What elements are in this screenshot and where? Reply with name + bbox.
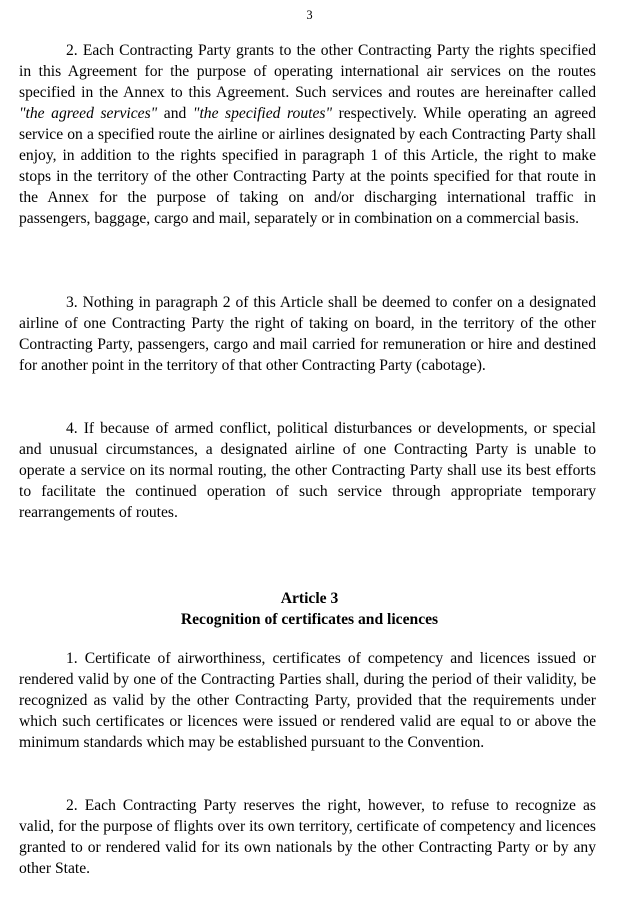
article-heading-title: Recognition of certificates and licences xyxy=(180,611,439,628)
article-heading-number: Article 3 xyxy=(280,590,339,607)
article3-paragraph-2: 2. Each Contracting Party reserves the right, however, to refuse to recognize as valid, for the purpose of flights over its own territory, certificate of competency and licences granted to or rendered valid for its own nationals by the other Contracting Party or by any other State. xyxy=(19,797,596,877)
page-number: 3 xyxy=(306,8,313,22)
article3-paragraph-1: 1. Certificate of airworthiness, certificates of competency and licences issued or rendered valid by one of the Contracting Parties shall, during the period of their validity, be recognized as valid by the other Contracting Party, provided that the requirements under which such certificates or licences were issued or rendered valid are equal to or above the minimum standards which may be established pursuant to the Convention. xyxy=(19,650,596,751)
term-agreed-services: "the agreed services" xyxy=(19,105,158,122)
article2-paragraph-2 xyxy=(19,40,596,229)
article2-paragraph-2-text-middle: and xyxy=(157,105,193,122)
article2-paragraph-2-text-after: respectively. While operating an agreed service on a specified route the airline or airlines designated by each Contracting Party shall enjoy, in addition to the rights specified in paragraph 1 of this Article, the right to make stops in the territory of the other Contracting Party at the points specified for that route in the Annex for the purpose of taking on and/or discharging international traffic in passengers, baggage, cargo and mail, separately or in combination on a commercial basis. xyxy=(19,105,597,227)
term-specified-routes: "the specified routes" xyxy=(192,105,332,122)
article2-paragraph-3: 3. Nothing in paragraph 2 of this Article shall be deemed to confer on a designated airline of one Contracting Party the right of taking on board, in the territory of the other Contracting Party, passengers, cargo and mail carried for remuneration or hire and destined for another point in the territory of that other Contracting Party (cabotage). xyxy=(19,294,596,374)
article2-paragraph-2-text-before: 2. Each Contracting Party grants to the other Contracting Party the rights specified in this Agreement for the purpose of operating international air services on the routes specified in the Annex to this Agreement. Such services and routes are hereinafter called xyxy=(19,42,596,101)
article2-paragraph-4: 4. If because of armed conflict, political disturbances or developments, or special and unusual circumstances, a designated airline of one Contracting Party is unable to operate a service on its normal routing, the other Contracting Party shall use its best efforts to facilitate the continued operation of such service through appropriate temporary rearrangements of routes. xyxy=(19,420,596,521)
